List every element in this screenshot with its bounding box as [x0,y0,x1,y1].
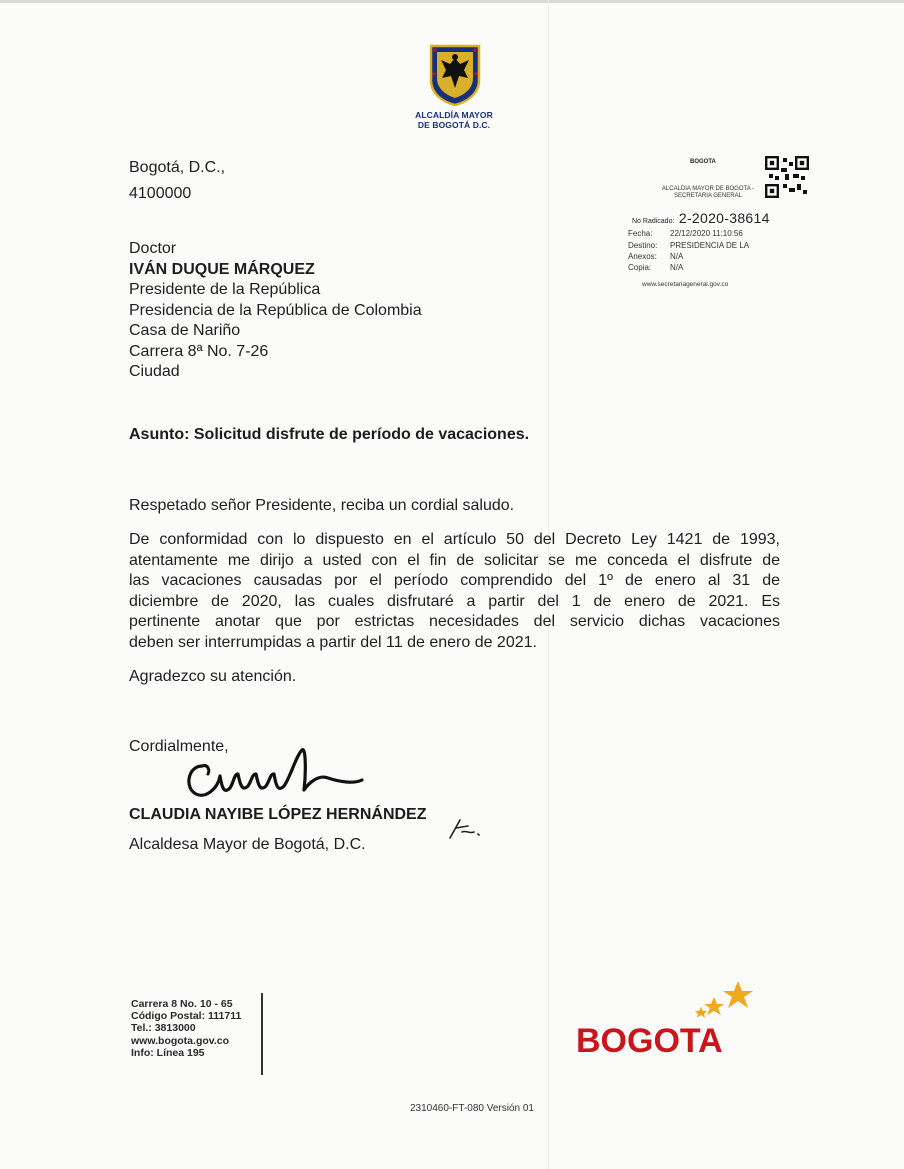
body-line: De conformidad con lo dispuesto en el artículo 50 del Decreto Ley 1421 de 1993, [129,531,780,548]
recipient-block [129,239,422,383]
handwritten-initials [448,814,482,840]
body-line: diciembre de 2020, las cuales disfrutaré a partir del 1 de enero de 2021. Es [129,592,780,610]
stamp-office-line-1: ALCALDIA MAYOR DE BOGOTA - [661,186,755,192]
header-entity-line-1: ALCALDÍA MAYOR [415,110,493,120]
recipient-address: Carrera 8ª No. 7-26 [129,342,269,360]
stamp-anexos-label: Anexos: [628,252,657,261]
page-top-edge [0,0,904,3]
body-line: las vacaciones causadas por el período comprendido del 1º de enero al 31 de [129,572,780,589]
letter-reference-number: 4100000 [129,185,192,202]
stamp-radicado-value: 2-2020-38614 [678,210,770,226]
footer-address-block [131,998,241,1059]
body-line: deben ser interrumpidas a partir del 11 de enero de 2021. [129,633,537,651]
signer-title: Alcaldesa Mayor de Bogotá, D.C. [129,836,366,853]
bogota-coat-of-arms-icon [427,44,483,106]
footer-form-code: 2310460-FT-080 Versión 01 [410,1103,534,1114]
qr-code-icon [765,156,809,198]
stamp-row-copia [628,263,683,272]
stamp-destino-label: Destino: [628,241,658,250]
bogota-logo [574,981,760,1071]
signer-name: CLAUDIA NAYIBE LÓPEZ HERNÁNDEZ [129,806,427,823]
footer-address-line: Carrera 8 No. 10 - 65 [131,998,233,1010]
stamp-brand: BOGOTA [690,159,716,165]
header-entity-line-2: DE BOGOTÁ D.C. [417,120,491,130]
stamp-copia-label: Copia: [628,263,652,272]
body-line: pertinente anotar que por estrictas necesidades del servicio dichas vacaciones [129,613,780,630]
letter-thanks: Agradezco su atención. [129,668,297,685]
letter-subject: Asunto: Solicitud disfrute de período de vacaciones. [129,426,530,443]
handwritten-signature [178,744,378,806]
stamp-fecha-value: 22/12/2020 11:10:56 [670,229,743,238]
stamp-office [648,186,768,200]
stamp-row-fecha [628,229,743,238]
recipient-name: IVÁN DUQUE MÁRQUEZ [129,260,315,278]
recipient-building: Casa de Nariño [129,322,241,339]
footer-address-line: Tel.: 3813000 [131,1022,196,1035]
stamp-copia-value: N/A [670,263,684,272]
stamp-fecha-label: Fecha: [628,229,653,238]
stamp-destino-value: PRESIDENCIA DE LA [670,241,750,250]
footer-address-line: Info: Línea 195 [131,1046,205,1059]
footer-address-line: www.bogota.gov.co [131,1034,229,1047]
recipient-position: Presidente de la República [129,281,321,298]
footer-logo-text: BOGOTA [576,1022,723,1060]
recipient-salutation: Doctor [129,240,177,257]
letter-closing: Cordialmente, [129,738,229,755]
recipient-institution: Presidencia de la República de Colombia [129,301,422,319]
stamp-anexos-value: N/A [670,252,684,261]
header-entity-label [398,110,510,130]
recipient-city: Ciudad [129,363,180,380]
stamp-office-line-2: SECRETARIA GENERAL [674,193,742,199]
letter-city: Bogotá, D.C., [129,159,226,176]
body-line: atentamente me dirijo a usted con el fin de solicitar se me conceda el disfrute de [129,551,780,569]
stamp-radicado [632,210,770,228]
footer-address-line: Código Postal: 111711 [131,1010,242,1023]
stamp-row-anexos [628,252,683,261]
footer-divider [261,993,263,1075]
stamp-row-destino [628,241,749,250]
stamp-website: www.secretariageneral.gov.co [642,281,729,288]
stamp-radicado-label: No Radicado: [632,218,675,225]
letter-greeting: Respetado señor Presidente, reciba un cordial saludo. [129,497,515,514]
letter-body-paragraph [129,530,780,653]
